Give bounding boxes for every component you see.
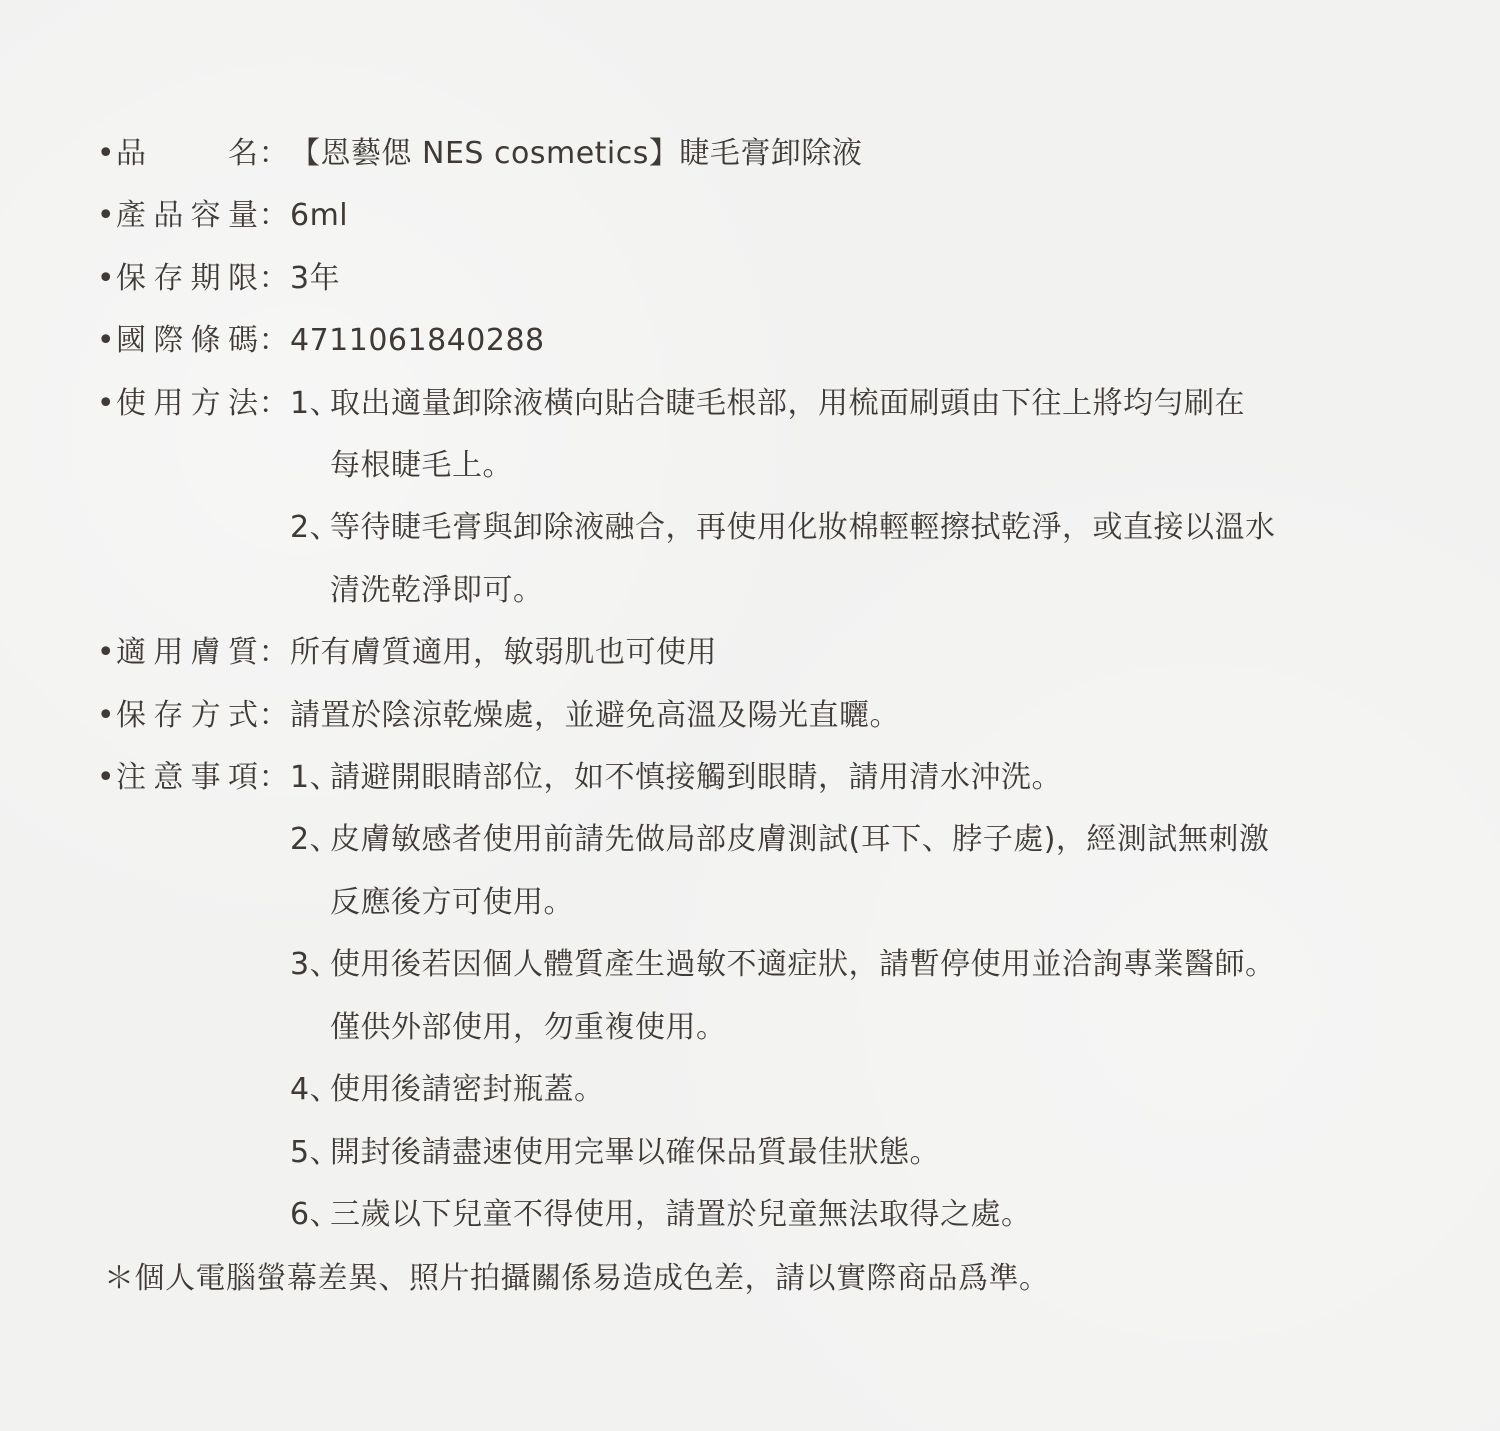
item-text: 三歲以下兒童不得使用，請置於兒童無法取得之處。 [330,1196,1032,1232]
precaution-item [290,934,1426,996]
item-text: 取出適量卸除液橫向貼合睫毛根部，用梳面刷頭由下往上將均勻刷在 [330,385,1245,421]
spec-row-usage [96,373,1426,623]
item-number: 5、 [290,1134,341,1170]
footnote: ＊個人電腦螢幕差異、照片拍攝關係易造成色差，請以實際商品爲準。 [104,1261,1050,1296]
item-text: 請避開眼睛部位，如不慎接觸到眼睛，請用清水沖洗。 [330,760,1062,796]
item-text: 皮膚敏感者使用前請先做局部皮膚測試(耳下、脖子處)，經測試無刺激 [330,822,1270,858]
item-text: 等待睫毛膏與卸除液融合，再使用化妝棉輕輕擦拭乾淨，或直接以溫水 [330,510,1276,546]
colon: ： [258,697,290,733]
precaution-item [290,1122,1426,1184]
item-text: 使用後請密封瓶蓋。 [330,1072,605,1108]
bullet: • [96,323,116,359]
colon: ： [258,136,290,171]
spec-row-precautions [96,747,1426,1246]
spec-label: 產品容量 [116,198,258,234]
precaution-item [290,809,1426,871]
spec-value: 6ml [290,198,349,234]
spec-row-storage [96,685,1426,747]
usage-item [290,497,1426,559]
spec-value: 所有膚質適用，敏弱肌也可使用 [290,635,717,671]
colon: ： [258,385,290,421]
spec-value: 請置於陰涼乾燥處，並避免高溫及陽光直曬。 [290,697,900,733]
spec-label: 適用膚質 [116,635,258,671]
spec-row-product-name [96,123,1426,185]
bullet: • [96,385,116,421]
bullet: • [96,260,116,296]
spec-label: 國際條碼 [116,323,258,359]
bullet: • [96,198,116,234]
item-number: 3、 [290,947,341,983]
item-number: 6、 [290,1196,341,1232]
item-number: 1、 [290,385,341,421]
bullet: • [96,136,116,171]
precaution-item [290,747,1426,809]
spec-value: 4711061840288 [290,323,545,359]
bullet: • [96,697,116,733]
precaution-item [290,1059,1426,1121]
colon: ： [258,760,290,796]
item-number: 1、 [290,760,341,796]
spec-row-capacity [96,185,1426,247]
item-number: 2、 [290,822,341,858]
colon: ： [258,323,290,359]
spec-label: 保存期限 [116,260,258,296]
item-number: 2、 [290,510,341,546]
item-number: 4、 [290,1072,341,1108]
bullet: • [96,760,116,796]
item-text-continued: 反應後方可使用。 [330,884,574,920]
colon: ： [258,635,290,671]
item-text-continued: 清洗乾淨即可。 [330,572,544,608]
item-text-continued: 每根睫毛上。 [330,448,513,484]
usage-item [290,373,1426,435]
spec-label: 品 名 [116,136,258,171]
spec-list [96,123,1426,1246]
item-text-continued: 僅供外部使用，勿重複使用。 [330,1009,727,1045]
colon: ： [258,260,290,296]
spec-label: 保存方式 [116,697,258,733]
spec-row-barcode [96,310,1426,372]
spec-row-shelf-life [96,248,1426,310]
spec-value: 3年 [290,260,341,296]
precautions-list [290,747,1426,1246]
spec-value: 【恩藝偲 NES cosmetics】睫毛膏卸除液 [290,136,863,171]
precaution-item [290,1184,1426,1246]
usage-list [290,373,1426,623]
item-text: 開封後請盡速使用完畢以確保品質最佳狀態。 [330,1134,940,1170]
colon: ： [258,198,290,234]
spec-row-skin-type [96,622,1426,684]
spec-label: 使用方法 [116,385,258,421]
bullet: • [96,635,116,671]
item-text: 使用後若因個人體質產生過敏不適症狀，請暫停使用並洽詢專業醫師。 [330,947,1276,983]
spec-label: 注意事項 [116,760,258,796]
